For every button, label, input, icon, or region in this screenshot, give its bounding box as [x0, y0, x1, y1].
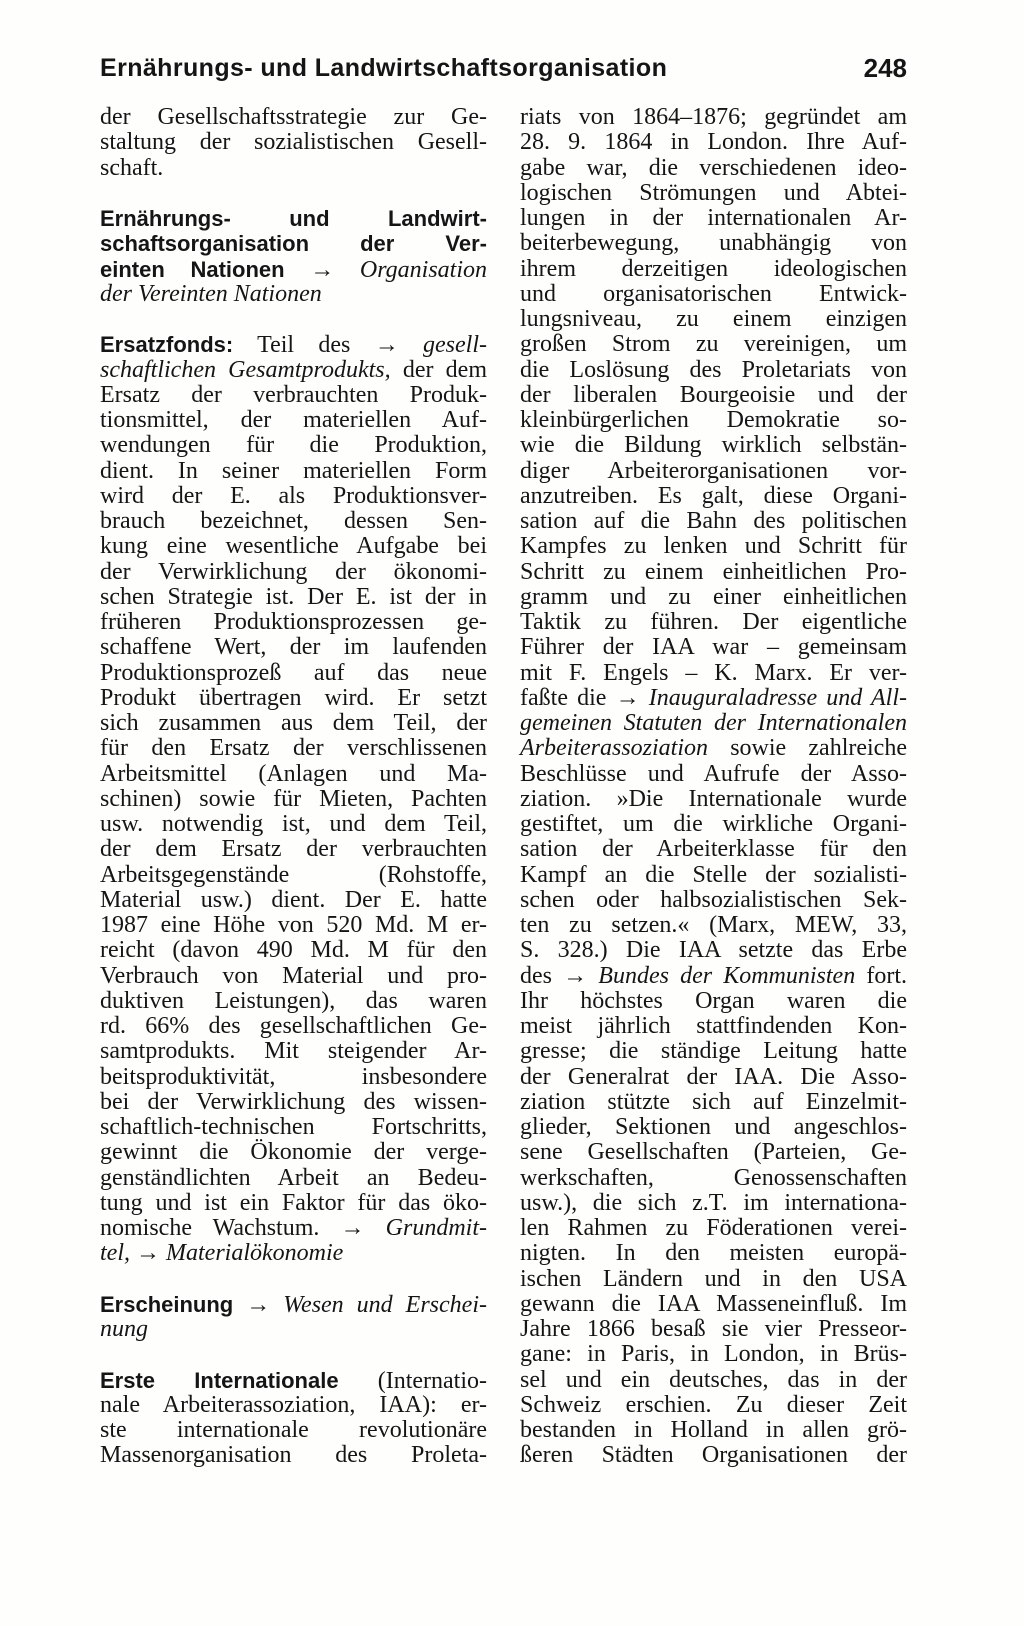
text-line: der Generalrat der IAA. Die Asso- [520, 1063, 907, 1090]
text-line: wie die Bildung wirklich selbstän- [520, 432, 907, 459]
text-line: Kampf an die Stelle der sozialisti- [520, 861, 907, 888]
text-line: gane: in Paris, in London, in Brüs- [520, 1341, 907, 1368]
text-line: kung eine wesentliche Aufgabe bei [100, 533, 487, 560]
text-line: Ersatz der verbrauchten Produk- [100, 381, 487, 408]
text-line: S. 328.) Die IAA setzte das Erbe [520, 937, 907, 964]
text-line: lungen in der internationalen Ar- [520, 205, 907, 231]
cross-reference: nung [100, 1316, 148, 1342]
text-line: schaft. [100, 154, 164, 181]
text-line [100, 1241, 487, 1266]
text-line: reicht (davon 490 Md. M für den [100, 937, 487, 964]
left-column [100, 105, 487, 1469]
text-line [100, 1317, 487, 1342]
text-line: ßeren Städten Organisationen der [520, 1442, 907, 1469]
text-line: früheren Produktionsprozessen ge- [100, 609, 487, 635]
text-segment: (Internatio- [338, 1367, 488, 1394]
dictionary-entry [100, 1368, 487, 1469]
text-line: staltung der sozialistischen Gesell- [100, 129, 487, 156]
cross-reference: Inauguraladresse und All- [648, 684, 907, 711]
text-line: schaffene Wert, der im laufenden [100, 634, 487, 661]
text-line: schen Strategie ist. Der E. ist der in [100, 583, 487, 610]
text-segment: nomische Wachstum. [100, 1215, 341, 1241]
text-line: wendungen für die Produktion, [100, 432, 487, 459]
cross-reference-arrow: → [340, 1215, 386, 1241]
text-line: samtprodukts. Mit steigender Ar- [100, 1038, 487, 1065]
dictionary-entry [100, 1292, 487, 1343]
text-line: Schweiz erschien. Zu dieser Zeit [520, 1391, 907, 1418]
text-line: nale Arbeiterassoziation, IAA): er- [100, 1391, 487, 1418]
text-line [100, 1292, 487, 1317]
text-line [520, 964, 907, 989]
text-line: lungsniveau, zu einem einzigen [520, 306, 907, 332]
text-line: anzutreiben. Es galt, diese Organi- [520, 482, 907, 509]
text-line: gabe war, die verschiedenen ideo- [520, 154, 907, 181]
text-line: tung und ist ein Faktor für das öko- [100, 1189, 487, 1216]
text-line: genständlichten Arbeit an Bedeu- [100, 1164, 487, 1191]
text-line: bei der Verwirklichung des wissen- [100, 1088, 487, 1115]
text-line: Kampfes zu lenken und Schritt für [520, 533, 907, 560]
cross-reference: gesell- [423, 332, 488, 359]
cross-reference: tel, [100, 1240, 130, 1267]
cross-reference: schaftlichen Gesamtprodukts, [100, 356, 391, 383]
text-line [100, 1216, 487, 1241]
text-line: ischen Ländern und in den USA [520, 1265, 907, 1292]
text-line: die Loslösung des Proletariats von [520, 356, 907, 383]
text-line: Führer der IAA war – gemeinsam [520, 634, 907, 661]
text-line [100, 358, 487, 383]
text-line: gresse; die ständige Leitung hatte [520, 1038, 907, 1065]
text-line: nigten. In den meisten europä- [520, 1240, 907, 1267]
text-line: und organisatorischen Entwick- [520, 280, 907, 307]
text-line: brauch bezeichnet, dessen Sen- [100, 508, 487, 534]
text-line [520, 711, 907, 736]
text-line [520, 686, 907, 711]
text-line: für den Ersatz der verschlissenen [100, 735, 487, 762]
cross-reference-arrow: → [615, 684, 649, 711]
text-line: beitsproduktivität, insbesondere [100, 1063, 487, 1090]
text-line: sich zusammen aus dem Teil, der [100, 710, 487, 736]
text-line: 28. 9. 1864 in London. Ihre Auf- [520, 129, 907, 156]
text-line: großen Strom zu vereinigen, um [520, 331, 907, 358]
text-line: logischen Strömungen und Abtei- [520, 179, 907, 206]
headword: Erste Internationale [100, 1367, 339, 1393]
text-line: duktiven Leistungen), das waren [100, 987, 487, 1014]
headword: Ernährungs- und Landwirt- [100, 206, 487, 231]
cross-reference-arrow: → [374, 332, 424, 359]
cross-reference: Grundmit- [385, 1215, 488, 1241]
dictionary-entry [100, 332, 487, 1266]
text-line: rd. 66% des gesellschaftlichen Ge- [100, 1013, 487, 1039]
text-line [100, 282, 487, 307]
text-segment: Teil des [233, 332, 375, 359]
text-line: Material usw.) dient. Der E. hatte [100, 886, 487, 913]
cross-reference-arrow: → [310, 256, 360, 283]
text-segment: fort. [855, 962, 907, 989]
text-line: dient. In seiner materiellen Form [100, 457, 487, 484]
text-line [100, 1368, 487, 1393]
cross-reference-arrow: → [130, 1240, 166, 1267]
text-line: riats von 1864–1876; gegründet am [520, 104, 907, 130]
text-line: beiterbewegung, unabhängig von [520, 230, 907, 257]
text-line: Arbeitsmittel (Anlagen und Ma- [100, 760, 487, 787]
cross-reference: gemeinen Statuten der Internationalen [520, 710, 907, 736]
text-line: der liberalen Bourgeoisie und der [520, 381, 907, 408]
text-line: schaftlich-technischen Fortschritts, [100, 1114, 487, 1140]
text-line: 1987 eine Höhe von 520 Md. M er- [100, 912, 487, 938]
text-line: sel und ein deutsches, das in der [520, 1366, 907, 1393]
text-line: sation auf die Bahn des politischen [520, 508, 907, 534]
dictionary-entry [100, 105, 487, 181]
running-head: Ernährungs- und Landwirtschaftsorganisation [100, 54, 668, 82]
text-line: ihrem derzeitigen ideologischen [520, 255, 907, 282]
headword: schaftsorganisation der Ver- [100, 231, 487, 257]
text-line: Massenorganisation des Proleta- [100, 1442, 487, 1469]
text-line [520, 736, 907, 761]
text-segment: des [520, 962, 564, 989]
text-line: usw.), die sich z.T. im internationa- [520, 1189, 907, 1216]
text-line [100, 231, 487, 256]
cross-reference: Arbeiterassoziation [520, 735, 709, 762]
text-line: mit F. Engels – K. Marx. Er ver- [520, 659, 907, 686]
text-line: len Rahmen zu Föderationen verei- [520, 1215, 907, 1241]
text-line [100, 332, 487, 357]
cross-reference-arrow: → [563, 962, 599, 989]
text-line: ten zu setzen.« (Marx, MEW, 33, [520, 912, 907, 938]
headword: Ersatzfonds: [100, 332, 234, 358]
text-segment: faßte die [520, 684, 616, 711]
text-line: glieder, Sektionen und angeschlos- [520, 1114, 907, 1140]
text-line: der Verwirklichung der ökonomi- [100, 558, 487, 585]
text-line: sene Gesellschaften (Parteien, Ge- [520, 1139, 907, 1166]
text-line: usw. notwendig ist, und dem Teil, [100, 811, 487, 837]
text-line: gewann die IAA Masseneinfluß. Im [520, 1290, 907, 1317]
text-line: Jahre 1866 besaß sie vier Presseor- [520, 1316, 907, 1342]
dictionary-entry [100, 206, 487, 307]
text-line: Schritt zu einem einheitlichen Pro- [520, 558, 907, 585]
cross-reference-arrow: → [233, 1291, 284, 1318]
cross-reference: Wesen und Erschei- [283, 1291, 487, 1318]
text-line: der Gesellschaftsstrategie zur Ge- [100, 104, 487, 130]
text-line: gewinnt die Ökonomie der verge- [100, 1139, 487, 1166]
cross-reference: Organisation [359, 256, 488, 283]
text-line: werkschaften, Genossenschaften [520, 1164, 907, 1191]
text-line: bestanden in Holland in allen grö- [520, 1417, 907, 1443]
headword: einten Nationen [100, 256, 311, 282]
text-line: tionsmittel, der materiellen Auf- [100, 407, 487, 433]
right-column [520, 105, 907, 1469]
text-line: gestiftet, um die wirkliche Organi- [520, 811, 907, 837]
text-line [100, 206, 487, 231]
text-line: diger Arbeiterorganisationen vor- [520, 457, 907, 484]
text-line: Produktionsprozeß auf das neue [100, 659, 487, 686]
text-line: schinen) sowie für Mieten, Pachten [100, 785, 487, 812]
headword: Erscheinung [100, 1291, 234, 1317]
text-line: Taktik zu führen. Der eigentliche [520, 609, 907, 635]
text-line [100, 257, 487, 282]
text-line: ziation stützte sich auf Einzelmit- [520, 1088, 907, 1115]
text-line: Ihr höchstes Organ waren die [520, 987, 907, 1014]
text-line: wird der E. als Produktionsver- [100, 482, 487, 509]
text-line: schen oder halbsozialistischen Sek- [520, 886, 907, 913]
text-line: Verbrauch von Material und pro- [100, 962, 487, 989]
text-segment: der dem [390, 356, 488, 383]
text-line: kleinbürgerlichen Demokratie so- [520, 407, 907, 433]
text-line: Produkt übertragen wird. Er setzt [100, 684, 487, 711]
cross-reference: Materialökonomie [166, 1240, 344, 1267]
text-segment: sowie zahlreiche [708, 735, 907, 762]
text-line: der dem Ersatz der verbrauchten [100, 836, 487, 863]
dictionary-entry [520, 105, 907, 1469]
text-line: ziation. »Die Internationale wurde [520, 785, 907, 812]
text-line: Arbeitsgegenstände (Rohstoffe, [100, 861, 487, 888]
text-line: meist jährlich stattfindenden Kon- [520, 1013, 907, 1039]
text-line: sation der Arbeiterklasse für den [520, 836, 907, 863]
text-line: ste internationale revolutionäre [100, 1417, 487, 1443]
text-line: Beschlüsse und Aufrufe der Asso- [520, 760, 907, 787]
cross-reference: der Vereinten Nationen [100, 280, 322, 307]
text-line: gramm und zu einer einheitlichen [520, 583, 907, 610]
cross-reference: Bundes der Kommunisten [598, 962, 856, 989]
page-number: 248 [863, 53, 907, 83]
